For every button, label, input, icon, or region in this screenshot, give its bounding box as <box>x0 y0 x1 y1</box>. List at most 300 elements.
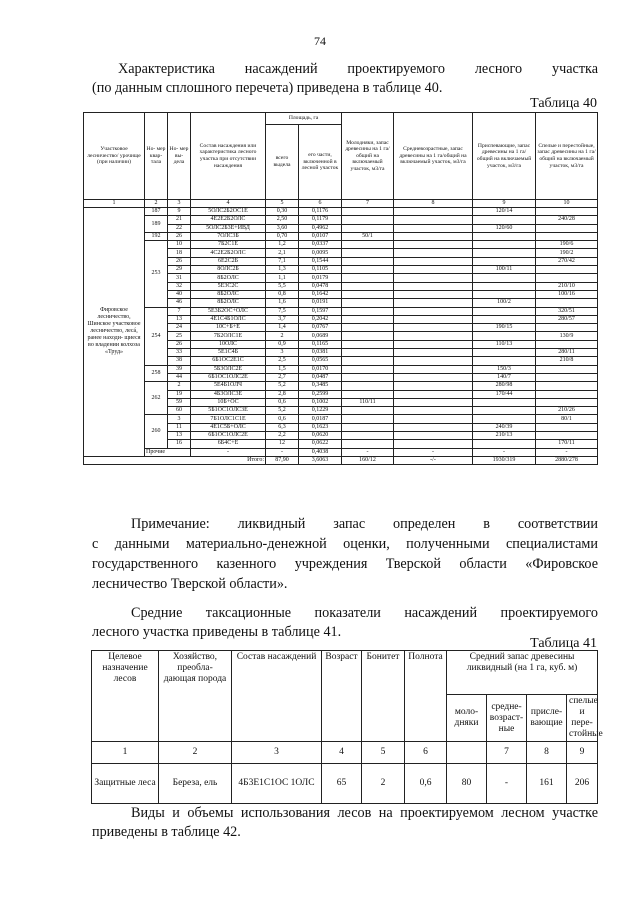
cell-ripening <box>473 216 536 224</box>
cell-mature <box>536 423 598 431</box>
cell-composition: 6Б1ОС1ОЛС2Е <box>191 373 266 381</box>
cell-young <box>342 324 394 332</box>
cell-composition: 10С+Б+Е <box>191 324 266 332</box>
cell-plot: 10 <box>168 241 191 249</box>
cell-mature: 80/1 <box>536 415 598 423</box>
cell-young <box>342 290 394 298</box>
cell-ripening <box>473 257 536 265</box>
t41-col-number: 8 <box>527 742 567 764</box>
t41-cell-ripening: 161 <box>527 764 567 804</box>
t41-cell-young: 80 <box>447 764 487 804</box>
table-row <box>84 232 598 240</box>
cell-ripening <box>473 357 536 365</box>
cell-young <box>342 266 394 274</box>
cell-young <box>342 440 394 448</box>
cell-plot: 19 <box>168 390 191 398</box>
table-row-total <box>84 456 598 464</box>
cell-area-total: 1,2 <box>266 241 299 249</box>
cell-area-part: 0,1165 <box>299 340 342 348</box>
cell-ripening: 120/14 <box>473 208 536 216</box>
header-area-part: его части, включенной в лесной участок <box>299 125 342 200</box>
cell-mature <box>536 208 598 216</box>
cell-composition: 6Е2С2Б <box>191 257 266 265</box>
cell-area-total: 5,2 <box>266 407 299 415</box>
cell-area-total: 1,4 <box>266 324 299 332</box>
cell-mature: 280/11 <box>536 349 598 357</box>
cell-mature <box>536 398 598 406</box>
cell-composition: 8Б2ОЛС <box>191 290 266 298</box>
cell-forestry: Фировское лесничество, Шинское участковое лесничество, лесá, ранее находи- щиеся во владении колхоза «Труд» <box>84 208 145 457</box>
table-41-caption: Таблица 41 <box>530 636 597 651</box>
cell-middle-aged <box>394 274 473 282</box>
t41-header-bonitet: Бонитет <box>362 651 405 742</box>
avg-line-1: Средние таксационные показатели насаждений проектируемого <box>131 605 598 621</box>
cell-composition: 4Е2Е2Б2ОЛС <box>191 216 266 224</box>
cell-young <box>342 299 394 307</box>
cell-middle-aged <box>394 423 473 431</box>
cell-composition: 5ОЛС2Б2ОС1Е <box>191 208 266 216</box>
t41-header-economy: Хозяйство, преобла- дающая порода <box>159 651 232 742</box>
cell-young <box>342 407 394 415</box>
cell-area-total: 7,5 <box>266 307 299 315</box>
cell-area-part: 0,1002 <box>299 398 342 406</box>
table-40-caption: Таблица 40 <box>530 96 597 111</box>
t41-col-number: 6 <box>405 742 447 764</box>
cell-mature <box>536 340 598 348</box>
t41-col-number: 4 <box>322 742 362 764</box>
cell-quarter: 253 <box>145 241 168 307</box>
cell-area-total: 1,3 <box>266 266 299 274</box>
avg-line-2: лесного участка приведены в таблице 41. <box>92 624 342 640</box>
cell-area-part: 0,0170 <box>299 365 342 373</box>
cell-young <box>342 282 394 290</box>
cell-ripening <box>473 241 536 249</box>
cell-ripening <box>473 232 536 240</box>
cell-middle-aged <box>394 440 473 448</box>
cell-composition: 5Б3ОЛС2Е <box>191 365 266 373</box>
page-number: 74 <box>314 34 326 48</box>
cell-middle-aged <box>394 307 473 315</box>
t41-header-young: моло- дняки <box>447 695 487 742</box>
cell-total-label: Итого: <box>84 456 266 464</box>
cell-composition: 8Б2ОЛС <box>191 274 266 282</box>
header-plot: Но- мер вы- дела <box>168 113 191 200</box>
table-41 <box>91 650 603 804</box>
cell-area-part: 0,0179 <box>299 274 342 282</box>
cell-total-total: 87,90 <box>266 456 299 464</box>
header-ripening: Приспевающие, запас древесины на 1 га/общий на включаемый участок, м3/га <box>473 113 536 200</box>
cell-composition: 7Б1ОЛС1С1Е <box>191 415 266 423</box>
cell-mature <box>536 365 598 373</box>
cell-plot: 59 <box>168 398 191 406</box>
t41-cell-age: 65 <box>322 764 362 804</box>
cell-composition: 4Е1С4Б1ОЛС <box>191 315 266 323</box>
cell-middle-aged <box>394 349 473 357</box>
cell-plot: 33 <box>168 349 191 357</box>
cell-young <box>342 415 394 423</box>
cell-area-part: 0,1623 <box>299 423 342 431</box>
cell-plot: 26 <box>168 257 191 265</box>
cell-area-part: 0,0337 <box>299 241 342 249</box>
cell-area-total: 5,2 <box>266 382 299 390</box>
cell-mature <box>536 324 598 332</box>
cell-other-comp: - <box>191 448 266 456</box>
cell-area-total: 3,7 <box>266 315 299 323</box>
cell-total-rip: 1930/319 <box>473 456 536 464</box>
cell-composition: 5Б1ОС1ОЛС3Е <box>191 407 266 415</box>
cell-ripening <box>473 349 536 357</box>
cell-area-part: 0,2042 <box>299 315 342 323</box>
t41-cell-composition: 4Б3Е1С1ОС 1ОЛС <box>232 764 322 804</box>
cell-mature: 190/6 <box>536 241 598 249</box>
cell-other-mature: - <box>536 448 598 456</box>
cell-mature <box>536 274 598 282</box>
cell-mature: 270/42 <box>536 257 598 265</box>
cell-young <box>342 349 394 357</box>
cell-area-part: 0,4962 <box>299 224 342 232</box>
cell-young <box>342 216 394 224</box>
cell-area-total: 3 <box>266 349 299 357</box>
cell-quarter: 187 <box>145 208 168 216</box>
cell-middle-aged <box>394 390 473 398</box>
cell-middle-aged <box>394 365 473 373</box>
cell-area-part: 0,0487 <box>299 373 342 381</box>
cell-composition: 6Б1ОС2Е1С <box>191 357 266 365</box>
cell-area-total: 2,8 <box>266 390 299 398</box>
cell-middle-aged <box>394 216 473 224</box>
cell-composition: 8ОЛС2Б <box>191 266 266 274</box>
cell-area-part: 0,1105 <box>299 266 342 274</box>
cell-young <box>342 208 394 216</box>
table-row <box>84 415 598 423</box>
cell-plot: 24 <box>168 324 191 332</box>
t41-col-number: 3 <box>232 742 322 764</box>
cell-middle-aged <box>394 224 473 232</box>
cell-plot: 39 <box>168 365 191 373</box>
cell-area-part: 0,0095 <box>299 249 342 257</box>
t41-col-number: 2 <box>159 742 232 764</box>
cell-plot: 40 <box>168 290 191 298</box>
cell-young <box>342 382 394 390</box>
cell-plot: 46 <box>168 299 191 307</box>
cell-plot: 9 <box>168 208 191 216</box>
cell-composition: 5Е4Б1ОЛЧ <box>191 382 266 390</box>
cell-young <box>342 365 394 373</box>
cell-total-part: 3,6063 <box>299 456 342 464</box>
t41-header-middle-aged: средне- возраст- ные <box>487 695 527 742</box>
cell-ripening <box>473 415 536 423</box>
t40-col-number: 3 <box>168 200 191 208</box>
cell-quarter: 260 <box>145 415 168 448</box>
cell-young <box>342 224 394 232</box>
cell-area-total: 0,8 <box>266 290 299 298</box>
cell-plot: 3 <box>168 415 191 423</box>
header-forestry: Участковое лесничество/ урочище (при наличии) <box>84 113 145 200</box>
cell-mature <box>536 232 598 240</box>
cell-other-young: - <box>342 448 394 456</box>
cell-area-part: 0,0478 <box>299 282 342 290</box>
cell-middle-aged <box>394 340 473 348</box>
cell-composition: 10Б+ОС <box>191 398 266 406</box>
cell-composition: 5Е3Б2ОС+ОЛС <box>191 307 266 315</box>
cell-plot: 32 <box>168 282 191 290</box>
header-middle-aged: Средневозрастные, запас древесины на 1 га/общий на включаемый участок, м3/га <box>394 113 473 200</box>
cell-quarter: 254 <box>145 307 168 365</box>
cell-composition: 7Б2ОЛС1Е <box>191 332 266 340</box>
cell-composition: 5Е3С2С <box>191 282 266 290</box>
cell-area-total: 0,70 <box>266 232 299 240</box>
cell-young: 110/11 <box>342 398 394 406</box>
cell-area-part: 0,1597 <box>299 307 342 315</box>
t41-cell-purpose: Защитные леса <box>92 764 159 804</box>
t40-col-number: 4 <box>191 200 266 208</box>
cell-plot: 38 <box>168 357 191 365</box>
cell-mature: 280/57 <box>536 315 598 323</box>
cell-composition: 6Б1ОС1ОЛС2Е <box>191 432 266 440</box>
cell-mature: 320/51 <box>536 307 598 315</box>
cell-ripening: 240/39 <box>473 423 536 431</box>
cell-plot: 18 <box>168 249 191 257</box>
t40-col-number: 10 <box>536 200 598 208</box>
cell-area-part: 0,0107 <box>299 232 342 240</box>
cell-area-part: 0,1642 <box>299 290 342 298</box>
cell-area-total: 0,6 <box>266 398 299 406</box>
cell-middle-aged <box>394 357 473 365</box>
cell-quarter: 262 <box>145 382 168 415</box>
cell-ripening <box>473 315 536 323</box>
cell-plot: 11 <box>168 423 191 431</box>
cell-ripening <box>473 290 536 298</box>
cell-area-part: 0,0187 <box>299 415 342 423</box>
cell-mature: 210/8 <box>536 357 598 365</box>
cell-area-part: 0,0381 <box>299 349 342 357</box>
cell-mature <box>536 373 598 381</box>
t40-col-number: 5 <box>266 200 299 208</box>
note-line-4: лесничество Тверской области». <box>92 576 288 592</box>
cell-ripening: 140/7 <box>473 373 536 381</box>
cell-mature <box>536 432 598 440</box>
cell-area-part: 0,0689 <box>299 332 342 340</box>
cell-mature: 130/9 <box>536 332 598 340</box>
cell-middle-aged <box>394 415 473 423</box>
cell-young <box>342 390 394 398</box>
cell-middle-aged <box>394 315 473 323</box>
cell-plot: 2 <box>168 382 191 390</box>
table-row <box>84 241 598 249</box>
cell-composition: 4С2Е2Б2ОЛС <box>191 249 266 257</box>
t41-col-number: 5 <box>362 742 405 764</box>
cell-other-rip: - <box>473 448 536 456</box>
cell-ripening: 120/60 <box>473 224 536 232</box>
cell-young <box>342 315 394 323</box>
cell-plot: 31 <box>168 274 191 282</box>
cell-area-part: 0,1179 <box>299 216 342 224</box>
cell-composition: 7ОЛС3Б <box>191 232 266 240</box>
t41-col-number: 7 <box>487 742 527 764</box>
cell-ripening <box>473 307 536 315</box>
t41-header-ripening: присле- вающие <box>527 695 567 742</box>
cell-young <box>342 307 394 315</box>
cell-plot: 21 <box>168 216 191 224</box>
cell-area-total: 1,1 <box>266 274 299 282</box>
t41-cell-bonitet: 2 <box>362 764 405 804</box>
t41-col-number: 1 <box>92 742 159 764</box>
t40-col-number: 9 <box>473 200 536 208</box>
cell-plot: 29 <box>168 266 191 274</box>
cell-quarter: 192 <box>145 232 168 240</box>
cell-total-mature: 2880/278 <box>536 456 598 464</box>
table-row <box>84 208 598 216</box>
cell-composition: 8Б2ОЛС <box>191 299 266 307</box>
cell-middle-aged <box>394 407 473 415</box>
cell-composition: 4Б3ОЛС3Е <box>191 390 266 398</box>
header-young: Молодняки, запас древесины на 1 га/ общий на включаемый участок, м3/га <box>342 113 394 200</box>
cell-plot: 7 <box>168 307 191 315</box>
cell-area-part: 0,2599 <box>299 390 342 398</box>
cell-area-total: 12 <box>266 440 299 448</box>
cell-young <box>342 274 394 282</box>
cell-plot: 26 <box>168 340 191 348</box>
cell-area-total: 6,3 <box>266 423 299 431</box>
cell-plot: 13 <box>168 315 191 323</box>
cell-middle-aged <box>394 249 473 257</box>
t41-cell-economy: Береза, ель <box>159 764 232 804</box>
t41-cell-mature: 206 <box>567 764 598 804</box>
cell-middle-aged <box>394 398 473 406</box>
cell-quarter: 189 <box>145 216 168 233</box>
t40-col-number: 6 <box>299 200 342 208</box>
t41-header-density: Полнота <box>405 651 447 742</box>
cell-mature <box>536 299 598 307</box>
cell-mature: 240/28 <box>536 216 598 224</box>
cell-plot: 22 <box>168 224 191 232</box>
cell-ripening: 110/13 <box>473 340 536 348</box>
cell-area-part: 0,0565 <box>299 357 342 365</box>
t41-header-mature: спелые и пере- стойные <box>567 695 598 742</box>
cell-area-total: 3,60 <box>266 224 299 232</box>
t41-col-number: 9 <box>567 742 598 764</box>
table-row-other <box>84 448 598 456</box>
cell-area-total: 7,1 <box>266 257 299 265</box>
cell-mature: 170/11 <box>536 440 598 448</box>
t41-cell-middle-aged: - <box>487 764 527 804</box>
cell-young <box>342 373 394 381</box>
cell-mature: 190/2 <box>536 249 598 257</box>
cell-middle-aged <box>394 290 473 298</box>
cell-middle-aged <box>394 257 473 265</box>
header-composition: Состав насаждения или характеристика лесного участка при отсутствии насаждения <box>191 113 266 200</box>
types-line-2: приведены в таблице 42. <box>92 824 241 840</box>
table-row <box>84 307 598 315</box>
cell-area-part: 0,0767 <box>299 324 342 332</box>
cell-ripening <box>473 274 536 282</box>
table-row <box>84 365 598 373</box>
cell-area-total: 0,30 <box>266 208 299 216</box>
cell-composition: 10ОЛС <box>191 340 266 348</box>
note-line-2: с данными материально-денежной оценки, полученными специалистами <box>92 536 598 552</box>
cell-young <box>342 423 394 431</box>
cell-area-part: 0,0622 <box>299 440 342 448</box>
cell-composition: 4Е1С5Б+ОЛС <box>191 423 266 431</box>
cell-area-total: 2,1 <box>266 249 299 257</box>
cell-composition: 6Б4С+Е <box>191 440 266 448</box>
cell-middle-aged <box>394 373 473 381</box>
cell-mature: 100/16 <box>536 290 598 298</box>
cell-total-middle: -/- <box>394 456 473 464</box>
cell-mature <box>536 266 598 274</box>
cell-area-part: 0,1176 <box>299 208 342 216</box>
cell-ripening <box>473 398 536 406</box>
cell-ripening: 100/11 <box>473 266 536 274</box>
cell-other-total: - <box>266 448 299 456</box>
types-line-1: Виды и объемы использования лесов на проектируемом лесном участке <box>131 805 598 821</box>
cell-young <box>342 257 394 265</box>
cell-area-total: 2,2 <box>266 432 299 440</box>
t41-header-composition: Состав насаждений <box>232 651 322 742</box>
cell-area-total: 0,9 <box>266 340 299 348</box>
note-line-3: государственного казенного учреждения Тверской области «Фировское <box>92 556 598 572</box>
cell-composition: 5ОЛС2Б3Е+ИВД <box>191 224 266 232</box>
cell-area-total: 2 <box>266 332 299 340</box>
cell-middle-aged <box>394 299 473 307</box>
cell-area-total: 2,50 <box>266 216 299 224</box>
table-row <box>84 216 598 224</box>
cell-other-middle: - <box>394 448 473 456</box>
t41-header-stock: Средний запас древесины ликвидный (на 1 га, куб. м) <box>447 651 598 695</box>
cell-plot: 13 <box>168 432 191 440</box>
cell-area-total: 2,7 <box>266 373 299 381</box>
cell-young <box>342 241 394 249</box>
cell-middle-aged <box>394 324 473 332</box>
table-40 <box>83 112 598 465</box>
cell-ripening: 190/15 <box>473 324 536 332</box>
cell-total-young: 160/12 <box>342 456 394 464</box>
cell-area-part: 0,0191 <box>299 299 342 307</box>
cell-area-part: 0,3485 <box>299 382 342 390</box>
cell-ripening: 100/2 <box>473 299 536 307</box>
cell-area-total: 1,5 <box>266 365 299 373</box>
cell-plot: 26 <box>168 232 191 240</box>
t40-col-number: 7 <box>342 200 394 208</box>
note-line-1: Примечание: ликвидный запас определен в соответствии <box>131 516 598 532</box>
cell-ripening: 210/13 <box>473 432 536 440</box>
cell-area-total: 1,6 <box>266 299 299 307</box>
cell-area-part: 0,0620 <box>299 432 342 440</box>
t41-cell-density: 0,6 <box>405 764 447 804</box>
cell-young <box>342 432 394 440</box>
cell-plot: 44 <box>168 373 191 381</box>
table-row <box>84 382 598 390</box>
cell-young <box>342 332 394 340</box>
cell-ripening <box>473 282 536 290</box>
t40-col-number: 1 <box>84 200 145 208</box>
cell-ripening <box>473 407 536 415</box>
cell-middle-aged <box>394 432 473 440</box>
header-mature: Спелые и перестойные, запас древесины на 1 га/ общий на включаемый участок, м3/га <box>536 113 598 200</box>
cell-ripening: 280/98 <box>473 382 536 390</box>
header-area-total: всего выдела <box>266 125 299 200</box>
t41-header-age: Возраст <box>322 651 362 742</box>
cell-mature <box>536 382 598 390</box>
cell-young <box>342 357 394 365</box>
cell-middle-aged <box>394 282 473 290</box>
intro-line-2: (по данным сплошного перечета) приведена в таблице 40. <box>92 80 443 96</box>
cell-ripening: 170/44 <box>473 390 536 398</box>
cell-ripening <box>473 249 536 257</box>
t41-header-purpose: Целевое назначение лесов <box>92 651 159 742</box>
intro-line-1: Характеристика насаждений проектируемого лесного участка <box>118 61 598 77</box>
header-area: Площадь, га <box>266 113 342 125</box>
